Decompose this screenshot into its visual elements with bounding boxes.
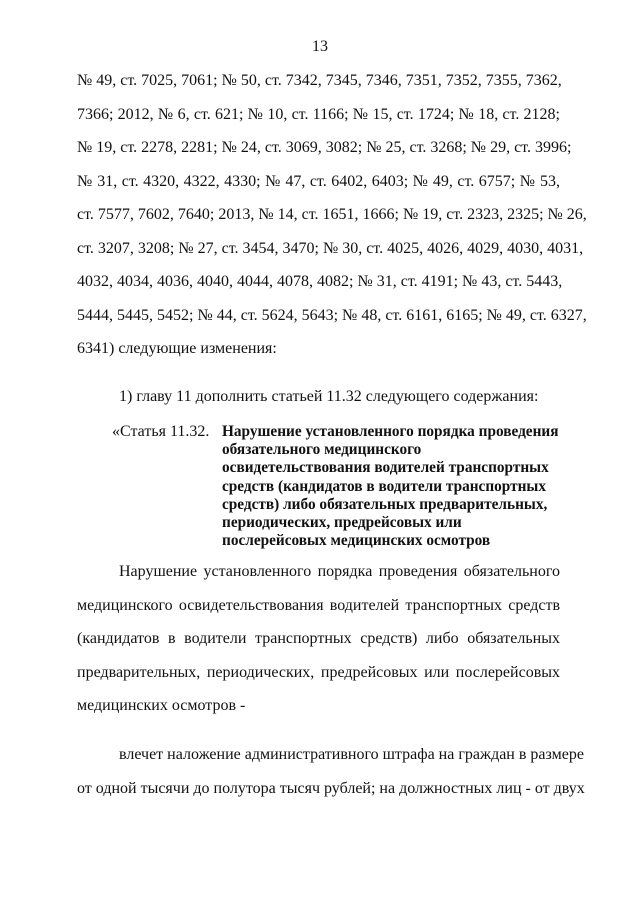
text-line: № 31, ст. 4320, 4322, 4330; № 47, ст. 6402, 6403; № 49, ст. 6757; № 53, [77, 172, 560, 190]
text-line: медицинских осмотров - [77, 697, 246, 714]
article-title-line: периодических, предрейсовых или [222, 514, 462, 532]
text-line: предварительных, периодических, предрейсовых или послерейсовых [77, 663, 560, 681]
text-line: № 19, ст. 2278, 2281; № 24, ст. 3069, 3082; № 25, ст. 3268; № 29, ст. 3996; [77, 139, 572, 156]
article-title [222, 423, 562, 550]
text-line: № 49, ст. 7025, 7061; № 50, ст. 7342, 7345, 7346, 7351, 7352, 7355, 7362, [77, 72, 562, 89]
text-line: 4032, 4034, 4036, 4040, 4044, 4078, 4082; № 31, ст. 4191; № 43, ст. 5443, [77, 273, 563, 290]
article-title-line: освидетельствования водителей транспортных [222, 459, 549, 477]
article-title-line: средств (кандидатов в водители транспортных [222, 477, 547, 495]
text-line: влечет наложение административного штрафа на граждан в размере [119, 746, 584, 763]
article-title-line: Нарушение установленного порядка проведения [222, 423, 559, 440]
article-title-line: обязательного медицинского [222, 441, 422, 459]
article-title-line: послерейсовых медицинских осмотров [222, 532, 491, 550]
article-label: «Статья 11.32. [112, 423, 210, 440]
text-line: медицинского освидетельствования водителей транспортных средств [77, 596, 560, 614]
article-title-line: средств) либо обязательных предварительных, [222, 495, 548, 513]
text-line: от одной тысячи до полутора тысяч рублей; на должностных лиц - от двух [77, 779, 585, 797]
paragraph-penalty [77, 738, 585, 805]
text-line: Нарушение установленного порядка проведения обязательного [119, 563, 560, 580]
text-line: ст. 3207, 3208; № 27, ст. 3454, 3470; № 30, ст. 4025, 4026, 4029, 4030, 4031, [77, 239, 584, 257]
list-item-1: 1) главу 11 дополнить статьей 11.32 следующего содержания: [119, 388, 539, 405]
text-line: (кандидатов в водители транспортных средств) либо обязательных [77, 630, 560, 647]
paragraph-violation [77, 555, 560, 723]
text-line: 6341) следующие изменения: [77, 340, 277, 357]
text-line: ст. 7577, 7602, 7640; 2013, № 14, ст. 1651, 1666; № 19, ст. 2323, 2325; № 26, [77, 206, 587, 223]
text-line: 5444, 5445, 5452; № 44, ст. 5624, 5643; № 48, ст. 6161, 6165; № 49, ст. 6327, [77, 306, 587, 324]
text-line: 7366; 2012, № 6, ст. 621; № 10, ст. 1166; № 15, ст. 1724; № 18, ст. 2128; [77, 105, 560, 123]
continuation-paragraph [77, 64, 587, 366]
page-number: 13 [312, 38, 328, 55]
